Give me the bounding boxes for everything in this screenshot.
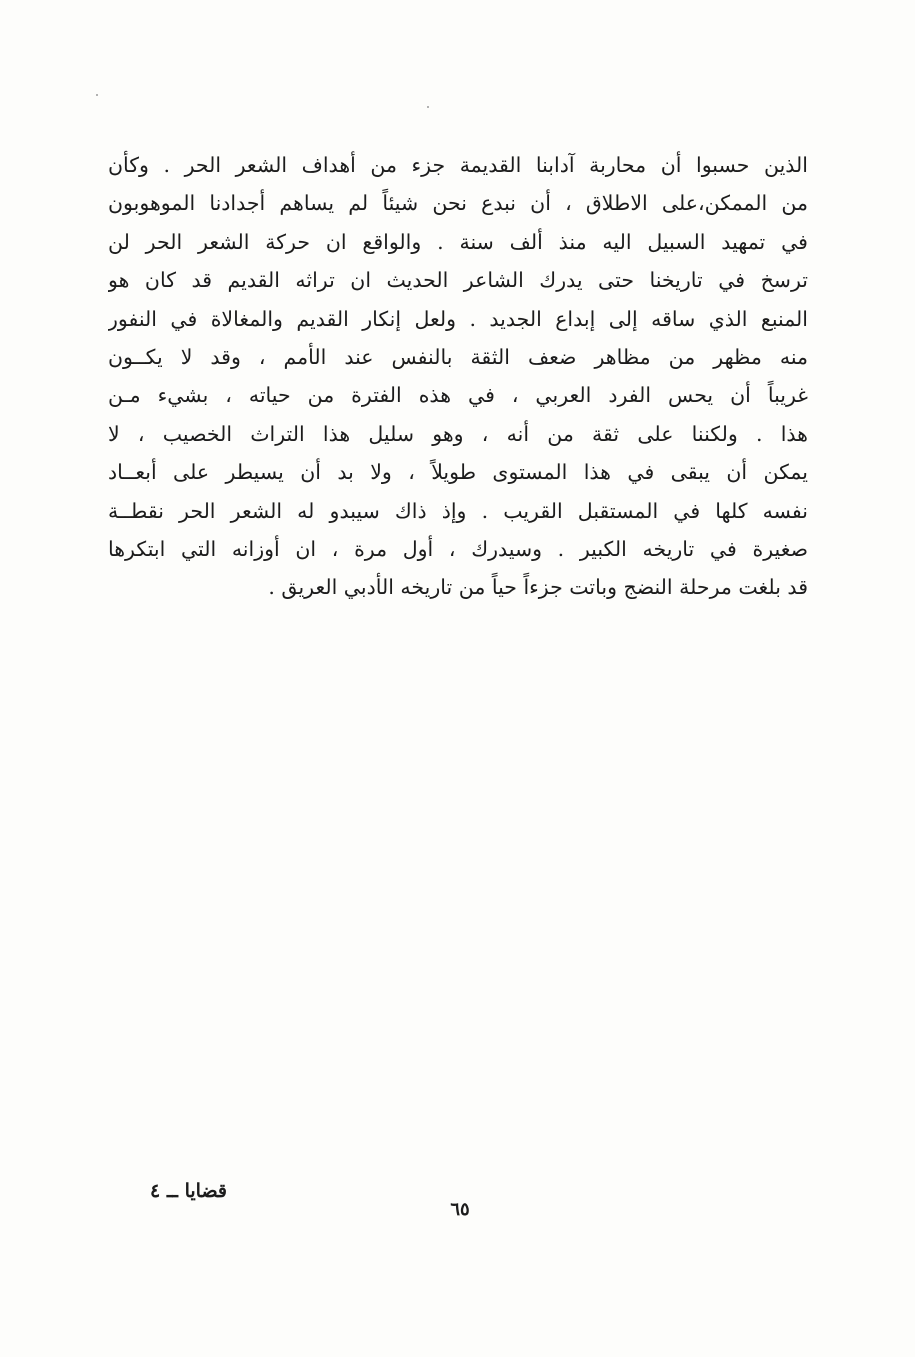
text-line: يمكن أن يبقى في هذا المستوى طويلاً ، ولا بد أن يسيطر على أبعــاد xyxy=(108,460,808,485)
text-line: صغيرة في تاريخه الكبير . وسيدرك ، أول مرة ، ان أوزانه التي ابتكرها xyxy=(108,536,808,561)
text-line: هذا . ولكننا على ثقة من أنه ، وهو سليل هذا التراث الخصيب ، لا xyxy=(108,421,808,446)
text-line: نفسه كلها في المستقبل القريب . وإذ ذاك سيبدو له الشعر الحر نقطــة xyxy=(108,498,808,523)
text-line: في تمهيد السبيل اليه منذ ألف سنة . والواقع ان حركة الشعر الحر لن xyxy=(108,229,808,254)
text-line: ترسخ في تاريخنا حتى يدرك الشاعر الحديث ان تراثه القديم قد كان هو xyxy=(108,268,808,293)
text-line: من الممكن،على الاطلاق ، أن نبدع نحن شيئاً لم يساهم أجدادنا الموهوبون xyxy=(108,191,808,216)
text-line: غريباً أن يحس الفرد العربي ، في هذه الفترة من حياته ، بشيء مـن xyxy=(108,383,808,408)
scan-speck xyxy=(96,94,98,96)
text-line: الذين حسبوا أن محاربة آدابنا القديمة جزء من أهداف الشعر الحر . وكأن xyxy=(108,153,808,177)
text-line: المنبع الذي ساقه إلى إبداع الجديد . ولعل إنكار القديم والمغالاة في النفور xyxy=(108,306,808,331)
page-number: ٦٥ xyxy=(450,1199,470,1220)
signature-mark: قضايا ــ ٤ xyxy=(150,1180,228,1202)
scan-speck xyxy=(427,106,429,108)
body-paragraph xyxy=(108,146,808,607)
text-line: منه مظهر من مظاهر ضعف الثقة بالنفس عند الأمم ، وقد لا يكــون xyxy=(108,344,808,369)
text-line: قد بلغت مرحلة النضج وباتت جزءاً حياً من تاريخه الأدبي العريق . xyxy=(268,575,808,600)
